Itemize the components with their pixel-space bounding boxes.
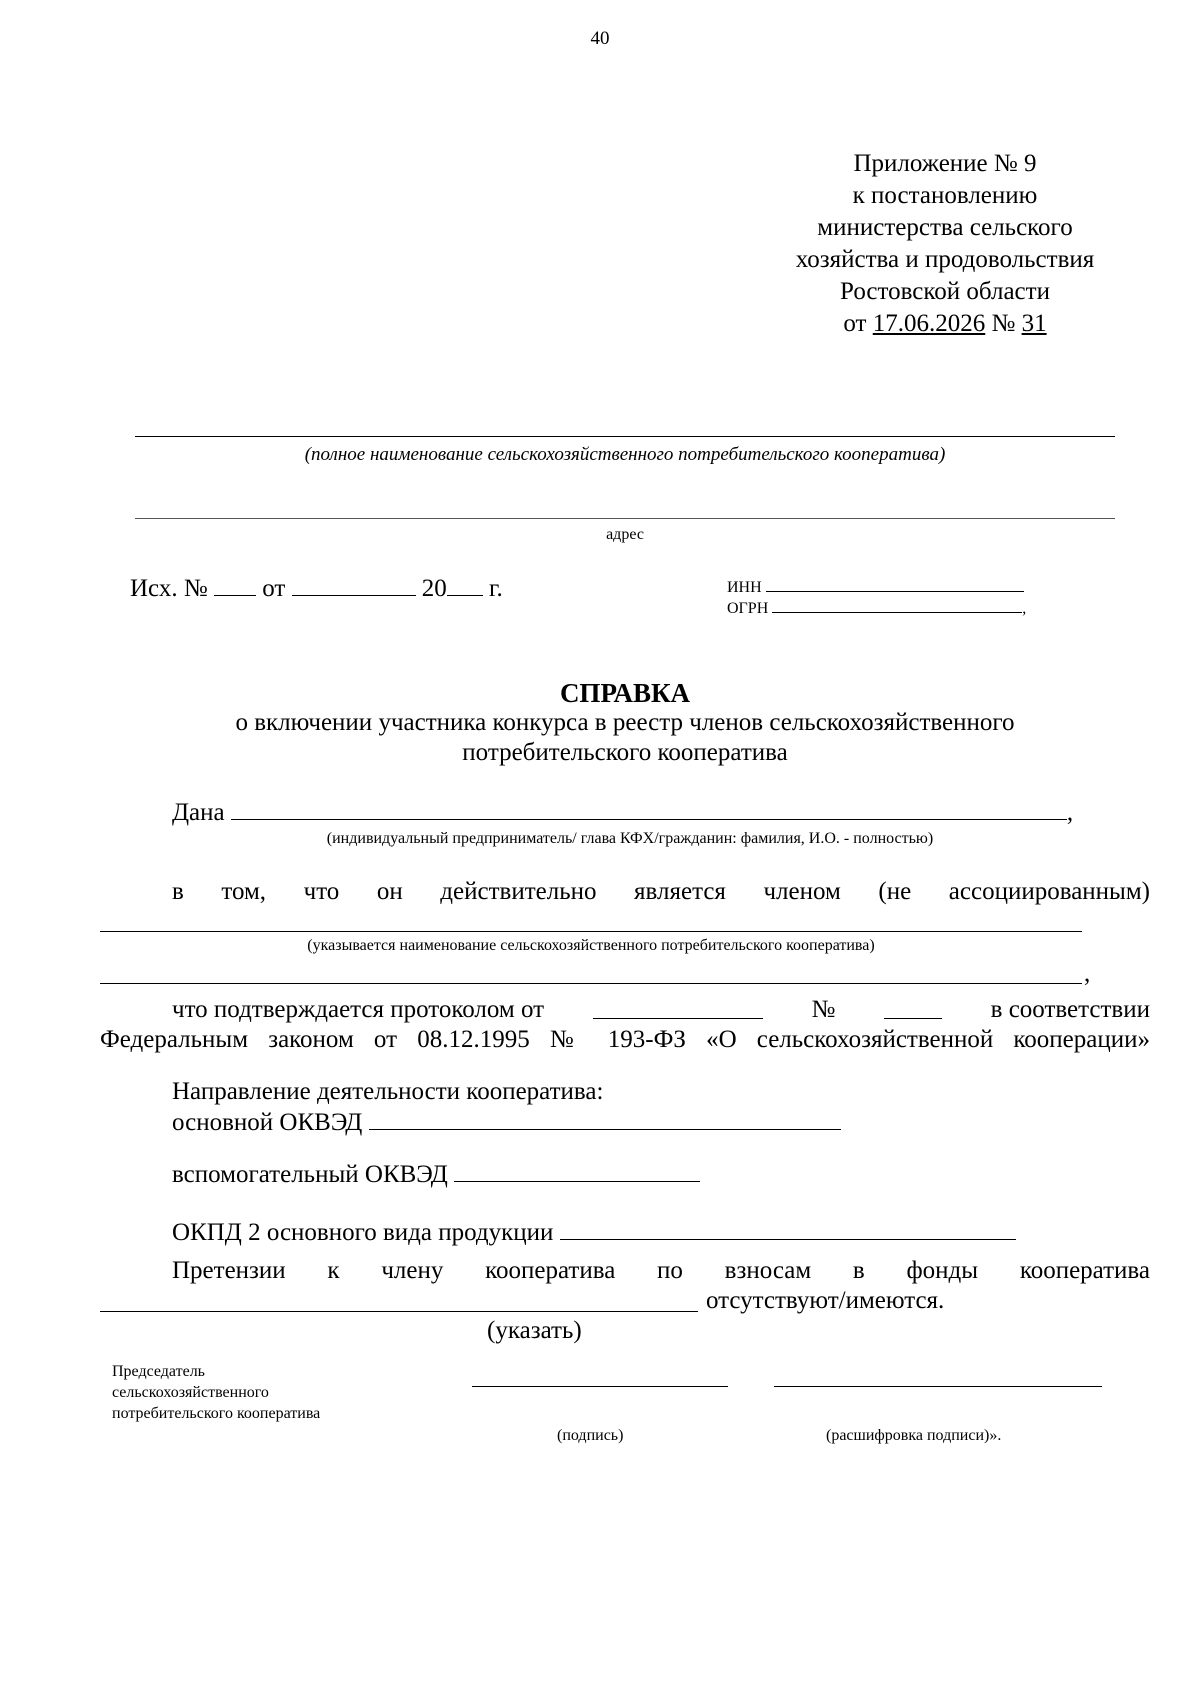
position-line-1: Председатель <box>112 1363 205 1380</box>
appendix-line-1: Приложение № 9 <box>853 150 1037 177</box>
ogrn-suffix: , <box>1022 600 1027 617</box>
signature-decode-blank <box>774 1386 1102 1387</box>
coop-caption: (указывается наименование сельскохозяйственного потребительского кооператива) <box>307 937 875 954</box>
member-text: в том, что он действительно является членом (не ассоциированным) <box>172 878 1150 905</box>
appendix-line-3: министерства сельского <box>817 214 1073 241</box>
ogrn-blank <box>772 598 1022 613</box>
law-text: Федеральным законом от 08.12.1995 № 193-ФЗ «О сельскохозяйственной кооперации» <box>100 1026 1150 1053</box>
main-okved-line <box>172 1107 841 1137</box>
okpd-line <box>172 1217 1016 1247</box>
given-suffix: , <box>1066 799 1074 826</box>
claims-status: отсутствуют/имеются. <box>706 1287 945 1314</box>
appendix-line-4: хозяйства и продовольствия <box>795 246 1095 273</box>
main-okved-label: основной ОКВЭД <box>172 1109 363 1136</box>
outgoing-year-blank <box>447 573 483 596</box>
coop-name-caption: (полное наименование сельскохозяйственного потребительского кооператива) <box>304 444 946 465</box>
given-caption: (индивидуальный предприниматель/ глава КФХ/гражданин: фамилия, И.О. - полностью) <box>326 830 934 847</box>
page-number: 40 <box>590 28 610 49</box>
outgoing-date-blank <box>292 573 416 596</box>
inn-line <box>727 577 1024 597</box>
appendix-line-2: к постановлению <box>852 182 1038 209</box>
coop-blank-1 <box>100 931 1082 932</box>
claims-text: Претензии к члену кооператива по взносам в фонды кооператива <box>172 1257 1150 1284</box>
outgoing-number-blank <box>214 573 256 596</box>
appendix-block <box>720 148 1170 340</box>
inn-label: ИНН <box>727 579 762 596</box>
certificate-subtitle-2: потребительского кооператива <box>462 739 788 766</box>
date-prefix: от <box>843 310 867 337</box>
signature-caption: (подпись) <box>557 1427 624 1444</box>
okpd-label: ОКПД 2 основного вида продукции <box>172 1219 554 1246</box>
outgoing-line <box>130 573 503 603</box>
protocol-number-blank <box>884 996 942 1019</box>
certificate-title: СПРАВКА <box>559 678 691 708</box>
claims-blank <box>100 1311 698 1312</box>
aux-okved-line <box>172 1159 700 1189</box>
protocol-date-blank <box>593 996 763 1019</box>
given-line <box>172 797 1073 827</box>
given-label: Дана <box>172 799 225 826</box>
address-blank <box>135 518 1115 519</box>
position-line-3: потребительского кооператива <box>112 1405 321 1422</box>
given-blank <box>231 797 1067 820</box>
certificate-subtitle-1: о включении участника конкурса в реестр членов сельскохозяйственного <box>235 709 1015 736</box>
outgoing-label: Исх. № <box>130 575 208 602</box>
inn-blank <box>766 577 1024 592</box>
protocol-line <box>172 996 1150 1024</box>
outgoing-year-label: 20 <box>421 575 447 602</box>
signature-blank <box>472 1386 728 1387</box>
claims-caption: (указать) <box>487 1317 582 1344</box>
address-caption: адрес <box>606 526 644 543</box>
chairman-position <box>112 1361 320 1424</box>
coop-name-blank <box>135 436 1115 437</box>
appendix-date-line <box>720 308 1170 340</box>
coop-suffix: , <box>1084 960 1091 987</box>
outgoing-year-suffix: г. <box>489 575 503 602</box>
number-prefix: № <box>991 310 1016 337</box>
ogrn-label: ОГРН <box>727 600 769 617</box>
aux-okved-blank <box>454 1159 700 1182</box>
ogrn-line <box>727 598 1026 618</box>
outgoing-from-label: от <box>262 575 286 602</box>
main-okved-blank <box>369 1107 841 1130</box>
protocol-text-1: что подтверждается протоколом от <box>172 996 545 1023</box>
direction-label: Направление деятельности кооператива: <box>172 1078 604 1105</box>
appendix-line-5: Ростовской области <box>840 278 1050 305</box>
position-line-2: сельскохозяйственного <box>112 1384 269 1401</box>
protocol-num-label: № <box>811 996 836 1023</box>
signature-decode-caption: (расшифровка подписи)». <box>826 1427 1002 1444</box>
okpd-blank <box>560 1217 1016 1240</box>
aux-okved-label: вспомогательный ОКВЭД <box>172 1161 448 1188</box>
protocol-text-2: в соответствии <box>990 996 1150 1023</box>
appendix-number: 31 <box>1021 310 1047 337</box>
coop-blank-2 <box>100 983 1082 984</box>
appendix-date: 17.06.2026 <box>872 310 986 337</box>
